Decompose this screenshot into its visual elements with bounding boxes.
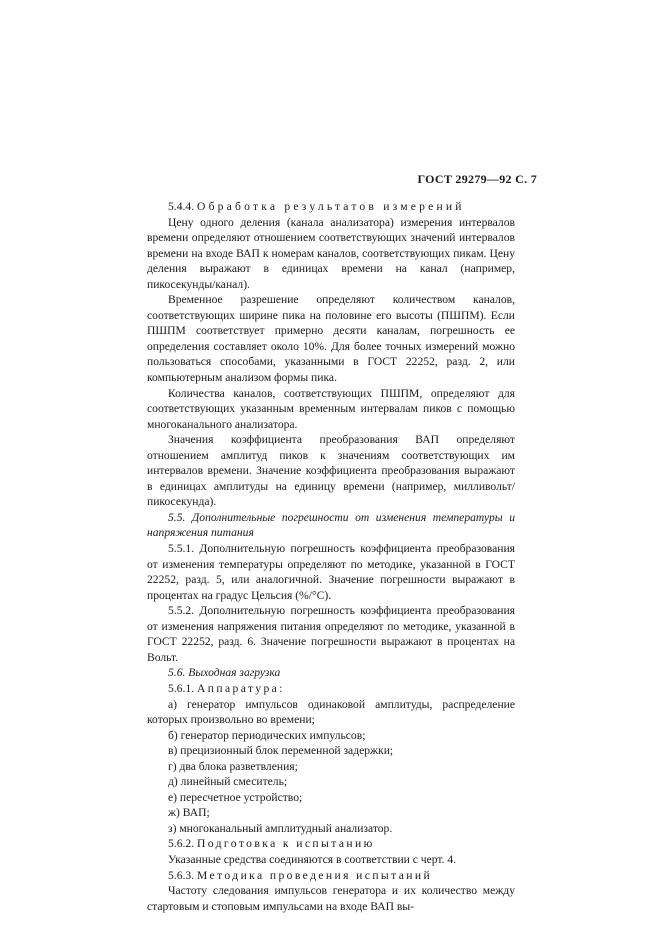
equipment-list-item: а) генератор импульсов одинаковой амплитуды, распределение которых произвольно во времени;	[147, 697, 515, 727]
equipment-list-item: ж) ВАП;	[168, 806, 210, 820]
paragraph-5-5-1: 5.5.1. Дополнительную погрешность коэффициента преобразования от изменения температуры определяют по методике, указанной в ГОСТ 22252, разд. 5, или аналогичной. Значение погрешности выражают в процентах на градус Цельсия (%/°С).	[147, 542, 515, 602]
section-number: 5.6.3.	[168, 868, 195, 882]
paragraph-channel-count: Количества каналов, соответствующих ПШПМ, определяют для соответствующих указанным временным интервалам пиков с помощью многоканального анализатора.	[147, 386, 515, 431]
paragraph-scale-division: Цену одного деления (канала анализатора) измерения интервалов времени определяют отношением соответствующих значений интервалов времени на входе ВАП к номерам каналов, соответствующих пикам. Цену деления выражают в единицах времени на канал (например, пикосекунды/канал).	[147, 215, 515, 291]
section-number: 5.6.1.	[168, 681, 195, 695]
section-title: Методика проведения испытаний	[197, 868, 433, 882]
paragraph-pulse-frequency: Частоту следования импульсов генератора и их количество между стартовым и стоповым импульсами на входе ВАП вы-	[147, 884, 515, 913]
paragraph-connection: Указанные средства соединяются в соответствии с черт. 4.	[168, 852, 457, 866]
equipment-list-item: е) пересчетное устройство;	[168, 790, 303, 804]
equipment-list-item: г) два блока разветвления;	[168, 759, 298, 773]
section-number: 5.4.4.	[168, 200, 195, 213]
section-5-5-heading: 5.5. Дополнительные погрешности от изменения температуры и напряжения питания	[147, 510, 515, 540]
paragraph-time-resolution: Временное разрешение определяют количеством каналов, соответствующих ширине пика на половине его высоты (ПШПМ). Если ПШПМ соответствует примерно десяти каналам, погрешность ее определения составляет около 10%. Для более точных измерений можно пользоваться способами, указанными в ГОСТ 22252, разд. 2, или компьютерным анализом формы пика.	[147, 293, 515, 385]
section-5-6-1-heading	[147, 681, 515, 697]
section-number: 5.6.2.	[168, 837, 195, 851]
equipment-list-item: з) многоканальный амплитудный анализатор.	[168, 821, 393, 835]
equipment-list-item: б) генератор периодических импульсов;	[168, 728, 366, 742]
section-5-6-heading: 5.6. Выходная загрузка	[168, 666, 281, 680]
paragraph-5-5-2: 5.5.2. Дополнительную погрешность коэффициента преобразования от изменения напряжения питания определяют по методике, указанной в ГОСТ 22252, разд. 6. Значение погрешности выражают в процентах на Вольт.	[147, 604, 515, 664]
section-title: Обработка результатов измерений	[197, 200, 465, 213]
section-5-6-2-heading	[147, 836, 515, 852]
equipment-list-item: в) прецизионный блок переменной задержки;	[168, 744, 394, 758]
section-5-4-4-heading	[147, 199, 515, 215]
document-body	[147, 199, 515, 914]
equipment-list-item: д) линейный смеситель;	[168, 775, 288, 789]
page-header: ГОСТ 29279—92 С. 7	[417, 172, 537, 186]
section-5-6-3-heading	[147, 868, 515, 884]
paragraph-conversion-coefficient: Значения коэффициента преобразования ВАП определяют отношением амплитуд пиков к значениям соответствующих им интервалов времени. Значение коэффициента преобразования выражают в единицах амплитуды на единицу времени (например, милливольт/пикосекунда).	[147, 433, 515, 509]
section-title: Аппаратура:	[197, 681, 285, 695]
section-title: Подготовка к испытанию	[197, 837, 375, 851]
